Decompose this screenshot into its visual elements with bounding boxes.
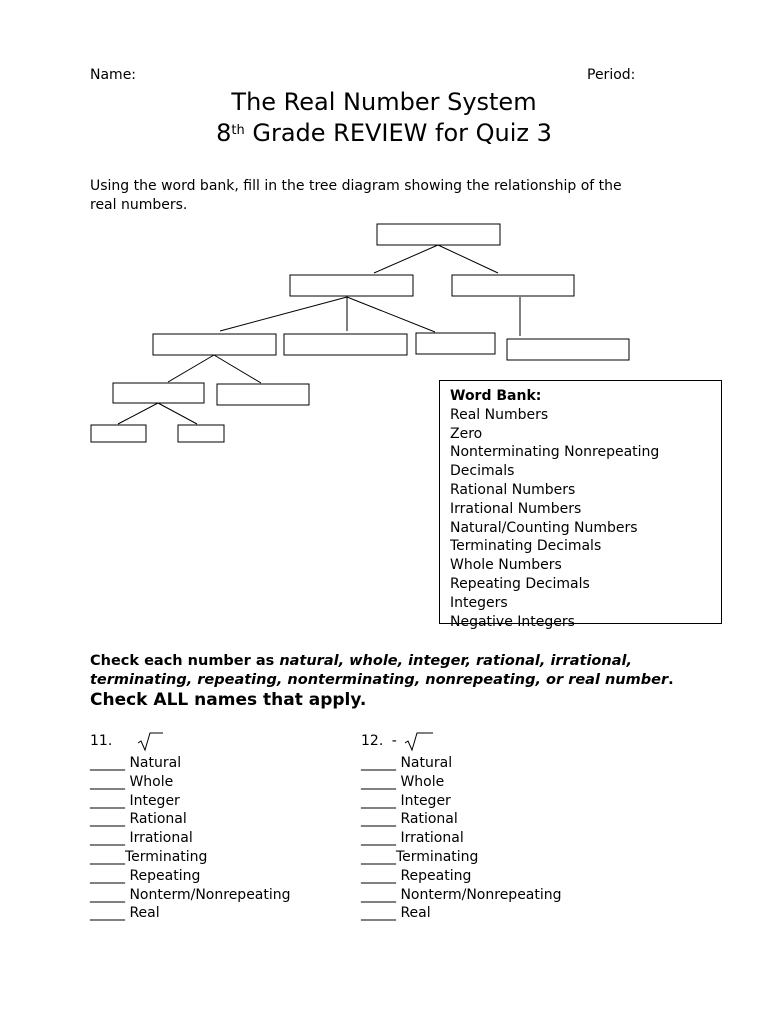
tree-box-l2-b[interactable] [284,334,407,355]
tree-box-l1-right[interactable] [452,275,574,296]
option-irrational[interactable]: _____ Irrational [90,830,193,847]
word-bank-item: Terminating Decimals [450,538,602,555]
tree-connector [438,245,498,273]
question-number: 11. [90,733,113,749]
option-real[interactable]: _____ Real [90,905,160,922]
sqrt-symbol [403,731,435,753]
tree-box-l4-b[interactable] [178,425,224,442]
page-title: The Real Number System [231,88,537,116]
option-nonterm-nonrepeating[interactable]: _____ Nonterm/Nonrepeating [90,886,291,903]
word-bank [439,380,722,630]
word-bank-title: Word Bank: [450,388,542,404]
tree-connector [374,245,438,273]
option-rational[interactable]: _____ Rational [90,811,187,828]
tree-connector [214,355,261,383]
option-whole[interactable]: _____ Whole [90,773,174,790]
option-real[interactable]: _____ Real [361,905,431,922]
word-bank-item: Nonterminating Nonrepeating Decimals [450,444,660,480]
option-repeating[interactable]: _____ Repeating [361,867,472,884]
word-bank-item: Rational Numbers [450,481,576,498]
tree-box-l3-b[interactable] [217,384,309,405]
instructions: Using the word bank, fill in the tree diagram showing the relationship of the real numbers. [90,178,622,213]
word-bank-item: Whole Numbers [450,557,562,574]
period-label: Period: [587,67,636,83]
tree-connector [220,297,347,331]
sqrt-symbol [136,731,166,753]
tree-box-l1-left[interactable] [290,275,413,296]
option-terminating[interactable]: _____Terminating [90,848,208,865]
grade-number: 8 [216,119,232,147]
tree-connector [158,403,197,424]
check-prefix: Check each number as [90,653,280,669]
tree-connector [168,355,214,382]
tree-box-root[interactable] [377,224,500,245]
option-repeating[interactable]: _____ Repeating [90,867,201,884]
tree-box-l3-a[interactable] [113,383,204,403]
question-11-options [90,754,291,923]
question-12-header [361,733,397,749]
tree-box-l4-a[interactable] [91,425,146,442]
word-bank-item: Negative Integers [450,613,575,630]
option-terminating[interactable]: _____Terminating [361,848,479,865]
subtitle-text: Grade REVIEW for Quiz 3 [244,119,552,147]
word-bank-item: Irrational Numbers [450,500,582,517]
question-11-header [90,733,112,749]
word-bank-item: Zero [450,425,483,442]
tree-box-l2-c[interactable] [416,333,495,354]
option-rational[interactable]: _____ Rational [361,811,458,828]
check-all-instruction: Check ALL names that apply. [90,690,367,710]
word-bank-item: Natural/Counting Numbers [450,519,638,536]
tree-connector [347,297,435,332]
option-nonterm-nonrepeating[interactable]: _____ Nonterm/Nonrepeating [361,886,562,903]
check-instructions [90,652,710,690]
option-natural[interactable]: _____ Natural [90,755,182,771]
option-irrational[interactable]: _____ Irrational [361,830,464,847]
option-integer[interactable]: _____ Integer [361,792,451,809]
check-suffix: . [668,672,674,688]
question-12-options [361,754,562,923]
word-bank-item: Real Numbers [450,406,549,423]
negative-sign: - [391,733,397,749]
option-whole[interactable]: _____ Whole [361,773,445,790]
word-bank-item: Repeating Decimals [450,575,590,592]
grade-suffix: th [231,123,245,138]
option-natural[interactable]: _____ Natural [361,755,453,771]
name-label: Name: [90,67,137,83]
tree-connector [118,403,158,424]
check-categories: natural, whole, integer, rational, irrational, terminating, repeating, nonterminating, nonrepeating, or real number [90,653,669,688]
word-bank-item: Integers [450,594,508,611]
tree-box-l2-a[interactable] [153,334,276,355]
tree-box-l2-d[interactable] [507,339,629,360]
option-integer[interactable]: _____ Integer [90,792,180,809]
question-number: 12. [361,733,384,749]
